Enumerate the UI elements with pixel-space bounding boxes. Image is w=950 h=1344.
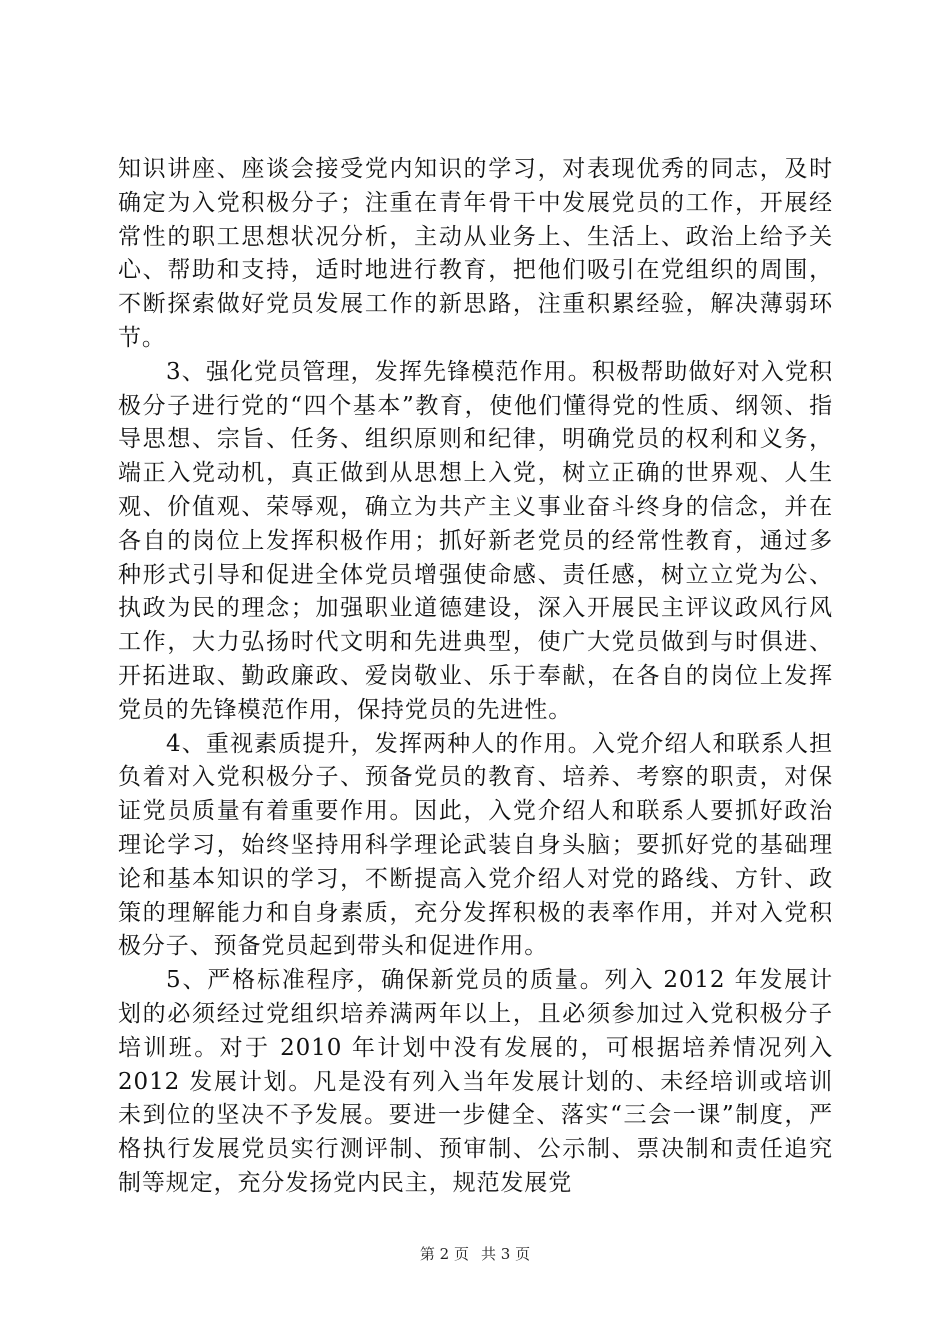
- paragraph-4: 5、严格标准程序，确保新党员的质量。列入 2012 年发展计划的必须经过党组织培养满两年以上，且必须参加过入党积极分子培训班。对于 2010 年计划中没有发展的，可根据培养情况列入 2012 发展计划。凡是没有列入当年发展计划的、未经培训或培训未到位的坚决不予发展。要进一步健全、落实“三会一课”制度，严格执行发展党员实行测评制、预审制、公示制、票决制和责任追究制等规定，充分发扬党内民主，规范发展党: [118, 967, 833, 1196]
- page-number: 第 2 页: [419, 1245, 469, 1263]
- paragraph-1: 知识讲座、座谈会接受党内知识的学习，对表现优秀的同志，及时确定为入党积极分子；注重在青年骨干中发展党员的工作，开展经常性的职工思想状况分析，主动从业务上、生活上、政治上给予关心、帮助和支持，适时地进行教育，把他们吸引在党组织的周围，不断探索做好党员发展工作的新思路，注重积累经验，解决薄弱环节。: [118, 156, 833, 351]
- document-body: [118, 153, 833, 1201]
- paragraph-3: 4、重视素质提升，发挥两种人的作用。入党介绍人和联系人担负着对入党积极分子、预备党员的教育、培养、考察的职责，对保证党员质量有着重要作用。因此，入党介绍人和联系人要抓好政治理论学习，始终坚持用科学理论武装自身头脑；要抓好党的基础理论和基本知识的学习，不断提高入党介绍人对党的路线、方针、政策的理解能力和自身素质，充分发挥积极的表率作用，并对入党积极分子、预备党员起到带头和促进作用。: [118, 730, 833, 960]
- paragraph-2: 3、强化党员管理，发挥先锋模范作用。积极帮助做好对入党积极分子进行党的“四个基本”教育，使他们懂得党的性质、纲领、指导思想、宗旨、任务、组织原则和纪律，明确党员的权利和义务，端正入党动机，真正做到从思想上入党，树立正确的世界观、人生观、价值观、荣辱观，确立为共产主义事业奋斗终身的信念，并在各自的岗位上发挥积极作用；抓好新老党员的经常性教育，通过多种形式引导和促进全体党员增强使命感、责任感，树立立党为公、执政为民的理念；加强职业道德建设，深入开展民主评议政风行风工作，大力弘扬时代文明和先进典型，使广大党员做到与时俱进、开拓进取、勤政廉政、爱岗敬业、乐于奉献，在各自的岗位上发挥党员的先锋模范作用，保持党员的先进性。: [118, 358, 833, 723]
- page-footer: [0, 1243, 950, 1265]
- page-total: 共 3 页: [481, 1245, 531, 1263]
